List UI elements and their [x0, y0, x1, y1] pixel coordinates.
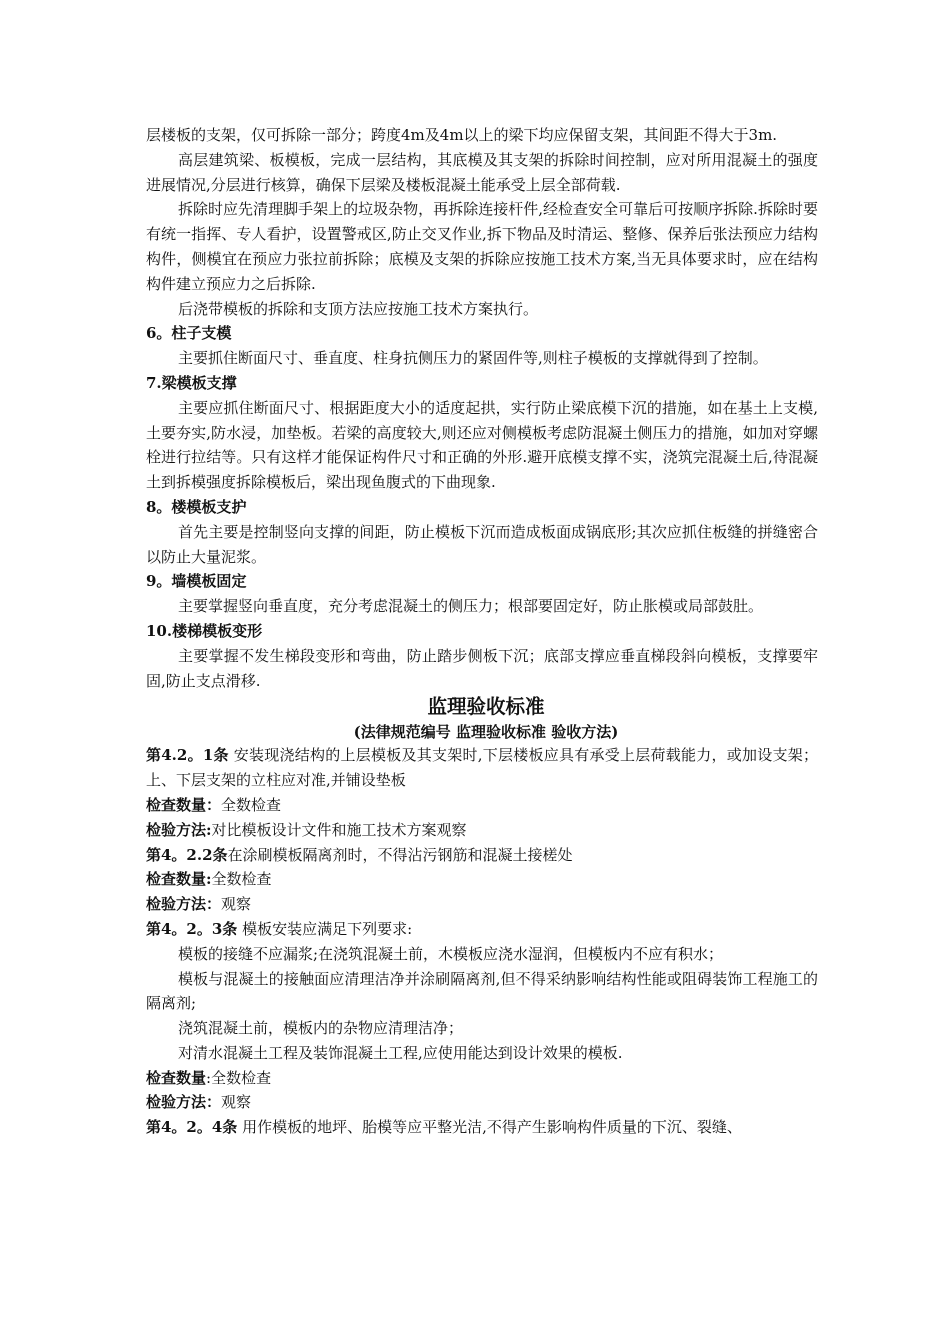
paragraph: 首先主要是控制竖向支撑的间距，防止模板下沉而造成板面成锅底形;其次应抓住板缝的拼缝密合以防止大量泥浆。	[146, 522, 818, 566]
paragraph: 主要掌握竖向垂直度，充分考虑混凝土的侧压力；根部要固定好，防止胀模或局部鼓肚。	[178, 597, 764, 616]
check-method-line	[146, 818, 818, 843]
section-heading: 10.楼梯模板变形	[146, 621, 263, 640]
clause-label: 第4。2。4条	[146, 1118, 238, 1137]
clause-text: :全数检查	[206, 1068, 272, 1087]
paragraph: 高层建筑梁、板模板，完成一层结构，其底模及其支架的拆除时间控制，应对所用混凝土的强度进展情况,分层进行核算，确保下层梁及楼板混凝土能承受上层全部荷载.	[146, 150, 818, 194]
clause-line	[146, 917, 818, 942]
paragraph: 主要掌握不发生梯段变形和弯曲，防止踏步侧板下沉；底部支撑应垂直梯段斜向模板，支撑要牢固,防止支点滑移.	[146, 646, 818, 690]
check-method-line	[146, 892, 818, 917]
clause-text: 观察	[221, 1093, 252, 1112]
section-heading: 8。楼模板支护	[146, 497, 247, 516]
paragraph: 主要应抓住断面尺寸、根据距度大小的适度起拱，实行防止梁底模下沉的措施，如在基土上支模,土要夯实,防水浸，加垫板。若梁的高度较大,则还应对侧模板考虑防混凝土侧压力的措施，如加对穿螺栓进行拉结等。只有这样才能保证构件尺寸和正确的外形.避开底模支撑不实，浇筑完混凝土后,待混凝土到拆模强度拆除模板后，梁出现鱼腹式的下曲现象.	[146, 398, 818, 492]
clause-label: 第4.2。1条	[146, 746, 229, 765]
check-quantity-line	[146, 1066, 818, 1091]
paragraph: 模板与混凝土的接触面应清理洁净并涂刷隔离剂,但不得采纳影响结构性能或阻碍装饰工程施工的隔离剂;	[146, 969, 818, 1013]
clause-label: 第4。2。3条	[146, 919, 238, 938]
paragraph: 模板的接缝不应漏浆;在浇筑混凝土前，木模板应浇水湿润，但模板内不应有积水；	[178, 944, 724, 963]
clause-line	[146, 1115, 818, 1140]
clause-label: 检查数量	[146, 1068, 207, 1087]
check-quantity-line	[146, 793, 818, 818]
document-body	[146, 123, 818, 1140]
clause-text: 安装现浇结构的上层模板及其支架时,下层楼板应具有承受上层荷载能力，或加设支架；上、下层支架的立柱应对准,并铺设垫板	[146, 746, 818, 790]
clause-text: 在涂刷模板隔离剂时，不得沾污钢筋和混凝土接槎处	[227, 845, 573, 864]
clause-line	[146, 743, 818, 793]
paragraph: 浇筑混凝土前，模板内的杂物应清理洁净；	[178, 1019, 464, 1038]
document-title: 监理验收标准	[427, 695, 545, 719]
clause-text: 全数检查	[211, 870, 272, 889]
paragraph: 层楼板的支架，仅可拆除一部分；跨度4m及4m以上的梁下均应保留支架，其间距不得大于3m.	[146, 126, 778, 144]
clause-text: 全数检查	[221, 795, 282, 814]
clause-label: 检查数量：	[146, 795, 222, 814]
paragraph: 后浇带模板的拆除和支顶方法应按施工技术方案执行。	[178, 299, 539, 318]
clause-text: 对比模板设计文件和施工技术方案观察	[211, 820, 467, 839]
paragraph: 拆除时应先清理脚手架上的垃圾杂物，再拆除连接杆件,经检查安全可靠后可按顺序拆除.拆除时要有统一指挥、专人看护，设置警戒区,防止交叉作业,拆下物品及时清运、整修、保养后张法预应力结构构件，侧模宜在预应力张拉前拆除；底模及支架的拆除应按施工技术方案,当无具体要求时，应在结构构件建立预应力之后拆除.	[146, 200, 818, 293]
check-method-line	[146, 1090, 818, 1115]
clause-label: 检验方法：	[146, 895, 222, 914]
check-quantity-line	[146, 867, 818, 892]
section-heading: 6。柱子支模	[146, 324, 232, 343]
section-heading: 7.梁模板支撑	[146, 373, 237, 392]
paragraph: 对清水混凝土工程及装饰混凝土工程,应使用能达到设计效果的模板.	[178, 1043, 623, 1062]
clause-label: 检查数量:	[146, 870, 212, 889]
clause-text: 模板安装应满足下列要求:	[237, 919, 413, 938]
paragraph: 主要抓住断面尺寸、垂直度、柱身抗侧压力的紧固件等,则柱子模板的支撑就得到了控制。	[178, 349, 768, 368]
clause-label: 检验方法:	[146, 820, 212, 839]
clause-label: 第4。2.2条	[146, 845, 228, 864]
clause-text: 观察	[221, 895, 252, 914]
document-subtitle: (法律规范编号 监理验收标准 验收方法)	[353, 723, 619, 742]
clause-text: 用作模板的地坪、胎模等应平整光洁,不得产生影响构件质量的下沉、裂缝、	[237, 1118, 742, 1137]
clause-label: 检验方法：	[146, 1093, 222, 1112]
clause-line	[146, 843, 818, 868]
section-heading: 9。墙模板固定	[146, 572, 247, 591]
